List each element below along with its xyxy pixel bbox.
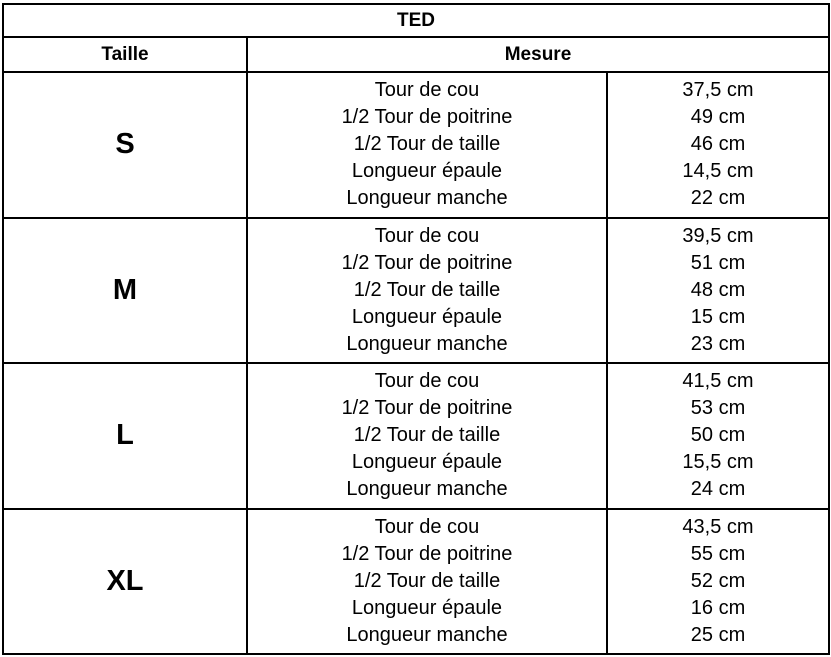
size-label: M — [3, 218, 247, 364]
measure-label: Longueur manche — [346, 478, 508, 501]
measure-label: Longueur épaule — [351, 596, 503, 619]
measure-label: Longueur manche — [346, 187, 508, 210]
measure-value: 50 cm — [690, 424, 746, 447]
measure-value-list — [608, 368, 828, 503]
measure-label: Longueur épaule — [351, 305, 503, 328]
measure-value: 14,5 cm — [682, 160, 754, 183]
table-title: TED — [3, 4, 829, 37]
size-label: S — [3, 72, 247, 218]
table-row — [3, 72, 829, 218]
measure-label-list — [248, 77, 606, 212]
measure-label: Tour de cou — [374, 515, 480, 538]
table-row — [3, 218, 829, 364]
measure-label: Longueur épaule — [351, 160, 503, 183]
measure-label: Tour de cou — [374, 79, 480, 102]
measure-label: Longueur manche — [346, 332, 508, 355]
measure-column-header: Mesure — [247, 37, 829, 72]
measure-values-cell — [607, 363, 829, 509]
measure-value: 39,5 cm — [682, 224, 754, 247]
measure-values-cell — [607, 509, 829, 655]
measure-value: 24 cm — [690, 478, 746, 501]
measure-labels-cell — [247, 509, 607, 655]
size-chart-table — [2, 3, 830, 655]
measure-label: 1/2 Tour de taille — [353, 569, 501, 592]
size-label: L — [3, 363, 247, 509]
measure-value: 46 cm — [690, 133, 746, 156]
measure-value: 49 cm — [690, 106, 746, 129]
measure-label: Tour de cou — [374, 370, 480, 393]
measure-value: 43,5 cm — [682, 515, 754, 538]
measure-label-list — [248, 514, 606, 649]
size-label: XL — [3, 509, 247, 655]
measure-value: 15,5 cm — [682, 451, 754, 474]
table-row — [3, 509, 829, 655]
measure-labels-cell — [247, 72, 607, 218]
measure-value: 16 cm — [690, 596, 746, 619]
measure-value: 48 cm — [690, 278, 746, 301]
measure-label: 1/2 Tour de poitrine — [341, 397, 513, 420]
measure-value: 15 cm — [690, 305, 746, 328]
measure-label: 1/2 Tour de taille — [353, 278, 501, 301]
measure-value: 37,5 cm — [682, 79, 754, 102]
measure-value: 52 cm — [690, 569, 746, 592]
measure-value-list — [608, 223, 828, 358]
measure-value-list — [608, 77, 828, 212]
size-rows — [3, 72, 829, 654]
measure-values-cell — [607, 72, 829, 218]
measure-label: Tour de cou — [374, 224, 480, 247]
measure-label: 1/2 Tour de poitrine — [341, 106, 513, 129]
measure-value: 22 cm — [690, 187, 746, 210]
measure-label: 1/2 Tour de poitrine — [341, 251, 513, 274]
measure-label: Longueur manche — [346, 623, 508, 646]
measure-labels-cell — [247, 363, 607, 509]
measure-label: 1/2 Tour de poitrine — [341, 542, 513, 565]
measure-value-list — [608, 514, 828, 649]
measure-value: 53 cm — [690, 397, 746, 420]
measure-values-cell — [607, 218, 829, 364]
measure-label: 1/2 Tour de taille — [353, 424, 501, 447]
measure-label-list — [248, 368, 606, 503]
measure-value: 41,5 cm — [682, 370, 754, 393]
measure-label: 1/2 Tour de taille — [353, 133, 501, 156]
measure-value: 55 cm — [690, 542, 746, 565]
size-column-header: Taille — [3, 37, 247, 72]
measure-value: 51 cm — [690, 251, 746, 274]
measure-label: Longueur épaule — [351, 451, 503, 474]
measure-labels-cell — [247, 218, 607, 364]
table-row — [3, 363, 829, 509]
measure-value: 25 cm — [690, 623, 746, 646]
measure-value: 23 cm — [690, 332, 746, 355]
measure-label-list — [248, 223, 606, 358]
